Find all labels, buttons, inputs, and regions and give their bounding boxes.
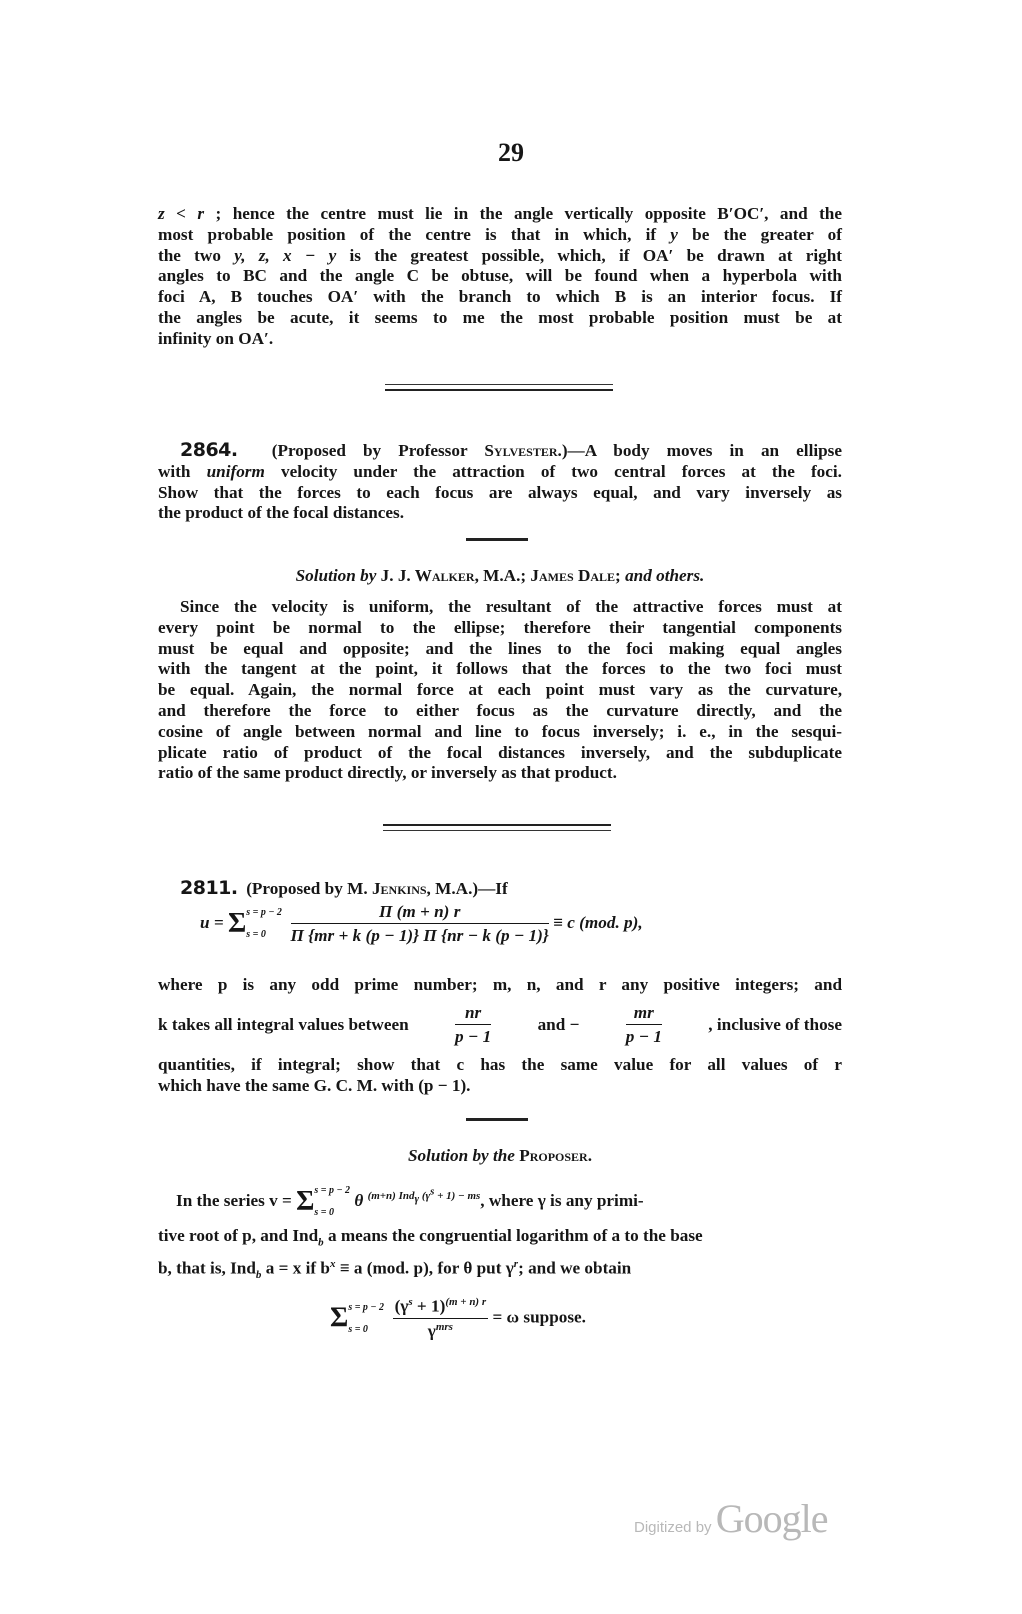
text-line (158, 1258, 631, 1281)
text-line: Since the velocity is uniform, the resultant of the attractive forces must at (180, 597, 842, 616)
solution-body-2864 (158, 597, 842, 784)
text-line: with the tangent at the point, it follows that the forces to the two foci must (158, 659, 842, 679)
exponent-part: (γ (419, 1190, 431, 1203)
page-number: 29 (498, 138, 524, 167)
fraction-nr (455, 1003, 491, 1047)
short-divider (466, 1118, 528, 1121)
question-2864 (158, 440, 842, 524)
question-2811-body (158, 975, 842, 996)
text-line (158, 878, 842, 900)
text-line (158, 1226, 703, 1248)
question-2811-header (158, 878, 842, 900)
text-span: and others. (625, 566, 705, 585)
continuation-paragraph (158, 204, 842, 350)
equation-rhs: = ω suppose. (488, 1307, 586, 1327)
num-part: (γ (394, 1296, 409, 1316)
fraction-numerator: mr (626, 1003, 662, 1025)
text-span: , where γ is any primi- (480, 1190, 644, 1210)
equation-fraction (291, 902, 549, 946)
text-line: every point be normal to the ellipse; therefore their tangential components (158, 617, 842, 637)
text-span: velocity under the attraction of two central forces at the foci. (264, 461, 842, 481)
section-divider-bottom (385, 389, 613, 391)
question-number: 2864. (180, 439, 238, 461)
text-span: (Proposed by M. (246, 879, 372, 898)
text-line: Show that the forces to each focus are always equal, and vary inversely as (158, 482, 842, 502)
fraction-mr (626, 1003, 662, 1047)
exponent-superscript: s (430, 1185, 435, 1198)
equation-fraction (393, 1296, 489, 1341)
theta: θ (350, 1190, 368, 1210)
section-divider-top (385, 384, 613, 385)
k-range-line (158, 1003, 842, 1047)
sum-upper: s = p − 2 (348, 1301, 384, 1313)
text-span: ; hence the centre must lie in the angle vertically opposite B′OC′, and the (204, 204, 842, 223)
equation-rhs: ≡ c (mod. p), (548, 912, 643, 932)
sum-lower: s = 0 (314, 1207, 334, 1218)
text-span: (Proposed by Professor (271, 441, 485, 460)
exponent-subscript: γ (414, 1193, 420, 1206)
equation-lhs: u = (200, 912, 228, 932)
emphasis: uniform (206, 461, 265, 481)
solution-authors: J. J. Walker, M.A.; James Dale; (376, 566, 626, 585)
watermark-prefix: Digitized by (634, 1519, 716, 1536)
superscript: x (329, 1258, 336, 1270)
text-span: with (158, 461, 207, 481)
text-line (158, 225, 842, 246)
text-line (158, 246, 842, 267)
fraction-numerator: nr (455, 1003, 491, 1025)
fraction-numerator: Π (m + n) r (291, 902, 549, 924)
text-span: , M.A.)—If (426, 879, 508, 898)
text-span: a = x if b (261, 1258, 330, 1278)
text-line: and therefore the force to either focus as the curvature directly, and the (158, 700, 842, 720)
superscript: (m + n) r (445, 1296, 487, 1308)
sum-limits (246, 902, 282, 946)
text-span: most probable position of the centre is that in which, if (158, 224, 671, 244)
text-span: the two (158, 245, 235, 265)
fraction-numerator (393, 1296, 489, 1319)
text-span: Solution by the (407, 1146, 515, 1165)
series-line (158, 1180, 842, 1224)
text-span: tive root of p, and Ind (158, 1226, 319, 1245)
text-span: b, that is, Ind (158, 1258, 256, 1278)
math-inline: y, z, x − y (234, 245, 337, 265)
digitized-by-google-watermark (634, 1495, 827, 1542)
superscript: r (513, 1258, 519, 1270)
math-inline: y (670, 224, 678, 244)
sum-upper: s = p − 2 (246, 907, 282, 918)
solution-heading-2864 (158, 566, 842, 586)
text-span: ; and we obtain (518, 1258, 632, 1278)
section-divider-top (383, 824, 611, 826)
text-line: foci A, B touches OA′ with the branch to which B is an interior focus. If (158, 287, 842, 307)
text-line: ratio of the same product directly, or inversely as that product. (158, 763, 617, 783)
question-number: 2811. (180, 877, 238, 899)
text-line: the product of the focal distances. (158, 503, 405, 523)
fraction-denominator: Π {mr + k (p − 1)} Π {nr − k (p − 1)} (290, 926, 549, 945)
solution-author: Proposer. (514, 1146, 593, 1165)
text-span: k takes all integral values between (158, 1015, 409, 1034)
text-span: In the series v = (176, 1190, 297, 1210)
text-span: is the greatest possible, which, if OA′ be drawn at right (336, 245, 842, 265)
proposer-name: Sylvester (484, 441, 558, 460)
text-line: which have the same G. C. M. with (p − 1). (158, 1075, 471, 1095)
text-line: cosine of angle between normal and line to focus inversely; i. e., in the sesqui- (158, 721, 842, 741)
text-span: , inclusive of those (708, 1015, 842, 1034)
fraction-denominator (393, 1319, 489, 1342)
text-line: angles to BC and the angle C be obtuse, will be found when a hyperbola with (158, 266, 842, 286)
superscript: mrs (435, 1320, 453, 1333)
text-span: and − (537, 1015, 580, 1034)
fraction-denominator: p − 1 (455, 1027, 492, 1046)
num-part: + 1) (412, 1296, 446, 1316)
sum-limits (314, 1180, 350, 1224)
proposer-name: Jenkins (371, 879, 427, 898)
solution-heading-2811 (158, 1146, 842, 1166)
sum-limits (348, 1297, 384, 1341)
text-line: the angles be acute, it seems to me the most probable position must be at (158, 307, 842, 327)
sigma-symbol: Σ (330, 1302, 349, 1334)
text-line (158, 462, 842, 483)
sum-lower: s = 0 (348, 1323, 368, 1335)
text-span: a means the congruential logarithm of a to the base (323, 1226, 703, 1245)
math-inline: z < r (158, 204, 205, 223)
sum-upper: s = p − 2 (314, 1185, 351, 1196)
text-span: be the greater of (677, 224, 842, 244)
equation-u (200, 902, 643, 946)
google-logo: Google (715, 1496, 828, 1541)
text-line: infinity on OA′. (158, 328, 274, 348)
text-line: must be equal and opposite; and the lines to the foci making equal angles (158, 638, 842, 658)
text-line (158, 204, 842, 225)
fraction-denominator: p − 1 (625, 1027, 662, 1046)
text-span: ≡ a (mod. p), for θ put γ (335, 1258, 514, 1278)
text-span: Solution by (295, 566, 377, 585)
exponent-part: (m+n) Ind (367, 1190, 415, 1203)
superscript: s (408, 1296, 413, 1308)
sigma-symbol: Σ (227, 908, 247, 939)
sum-lower: s = 0 (246, 929, 266, 940)
exponent (367, 1185, 481, 1206)
text-line (158, 440, 842, 462)
section-divider-bottom (383, 830, 611, 831)
exponent-part: + 1) − ms (434, 1190, 481, 1203)
final-equation (330, 1296, 586, 1341)
text-line: where p is any odd prime number; m, n, and r any positive integers; and (158, 975, 842, 994)
text-line: be equal. Again, the normal force at each point must vary as the curvature, (158, 680, 842, 700)
question-2811-body-end (158, 1055, 842, 1097)
text-span: .)—A body moves in an ellipse (557, 441, 842, 460)
short-divider (466, 538, 528, 541)
sigma-symbol: Σ (296, 1186, 315, 1217)
subscript: b (318, 1236, 324, 1249)
text-line: quantities, if integral; show that c has the same value for all values of r (158, 1055, 842, 1074)
den-part: γ (427, 1321, 436, 1341)
text-line: plicate ratio of product of the focal distances inversely, and the subduplicate (158, 742, 842, 762)
subscript: b (255, 1269, 262, 1282)
